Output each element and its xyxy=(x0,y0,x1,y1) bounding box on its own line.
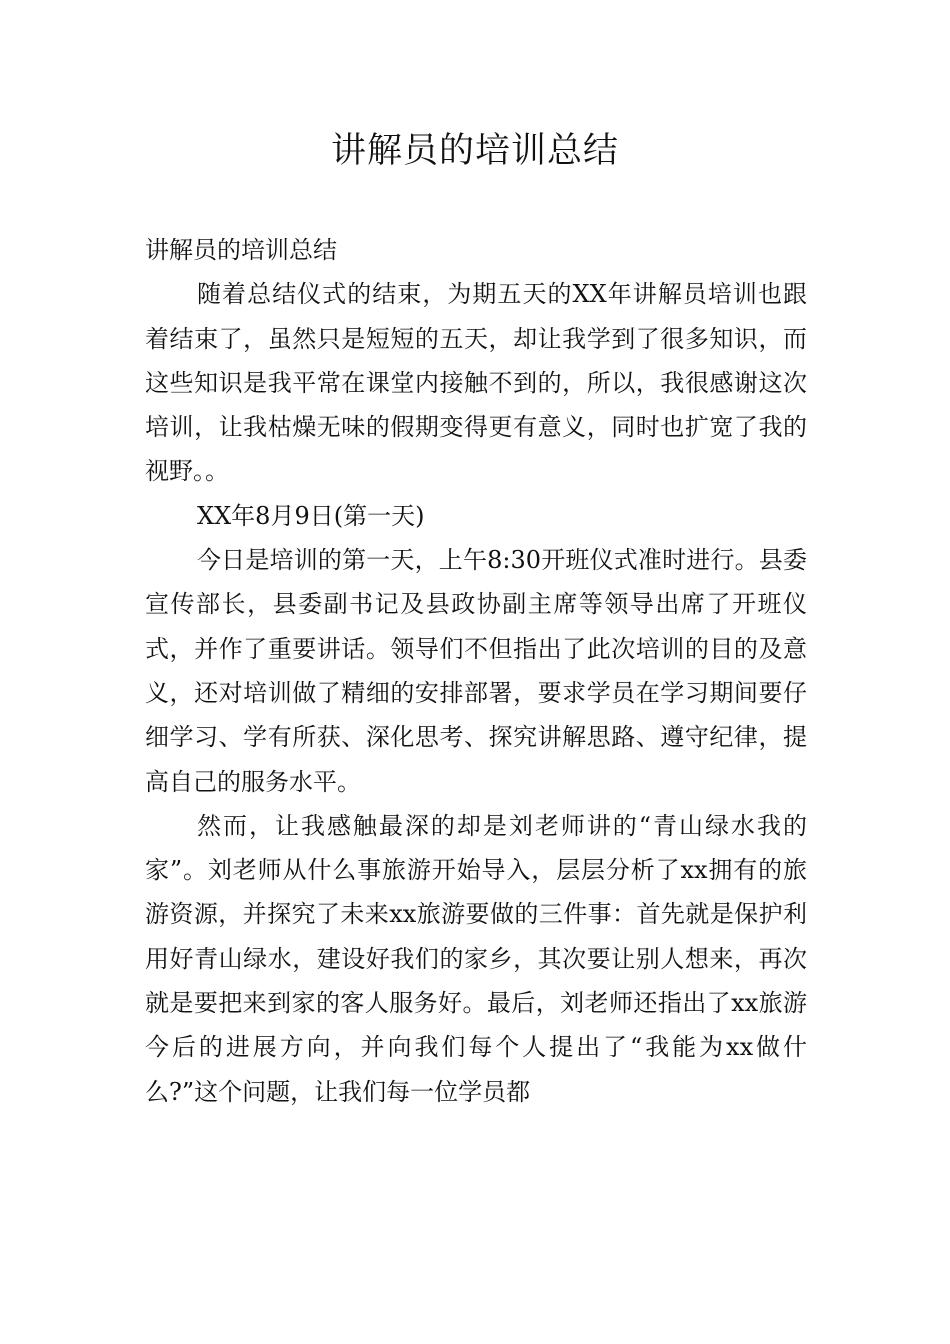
body-paragraph-date: XX年8月9日(第一天) xyxy=(197,501,425,530)
document-body xyxy=(145,228,807,1114)
body-paragraph-intro: 随着总结仪式的结束，为期五天的XX年讲解员培训也跟着结束了，虽然只是短短的五天，却让我学到了很多知识，而这些知识是我平常在课堂内接触不到的，所以，我很感谢这次培训，让我枯燥无味的假期变得更有意义，同时也扩宽了我的视野。。 xyxy=(145,280,807,486)
body-paragraph-subtitle: 讲解员的培训总结 xyxy=(145,236,337,264)
body-paragraph-lecture: 然而，让我感触最深的却是刘老师讲的“青山绿水我的家”。刘老师从什么事旅游开始导入，层层分析了xx拥有的旅游资源，并探究了未来xx旅游要做的三件事：首先就是保护利用好青山绿水，建设好我们的家乡，其次要让别人想来，再次就是要把来到家的客人服务好。最后，刘老师还指出了xx旅游今后的进展方向，并向我们每个人提出了“我能为xx做什么?”这个问题，让我们每一位学员都 xyxy=(145,811,807,1106)
body-paragraph-day-one: 今日是培训的第一天，上午8:30开班仪式准时进行。县委宣传部长，县委副书记及县政协副主席等领导出席了开班仪式，并作了重要讲话。领导们不但指出了此次培训的目的及意义，还对培训做了精细的安排部署，要求学员在学习期间要仔细学习、学有所获、深化思考、探究讲解思路、遵守纪律，提高自己的服务水平。 xyxy=(145,546,807,796)
document-title: 讲解员的培训总结 xyxy=(330,131,619,171)
